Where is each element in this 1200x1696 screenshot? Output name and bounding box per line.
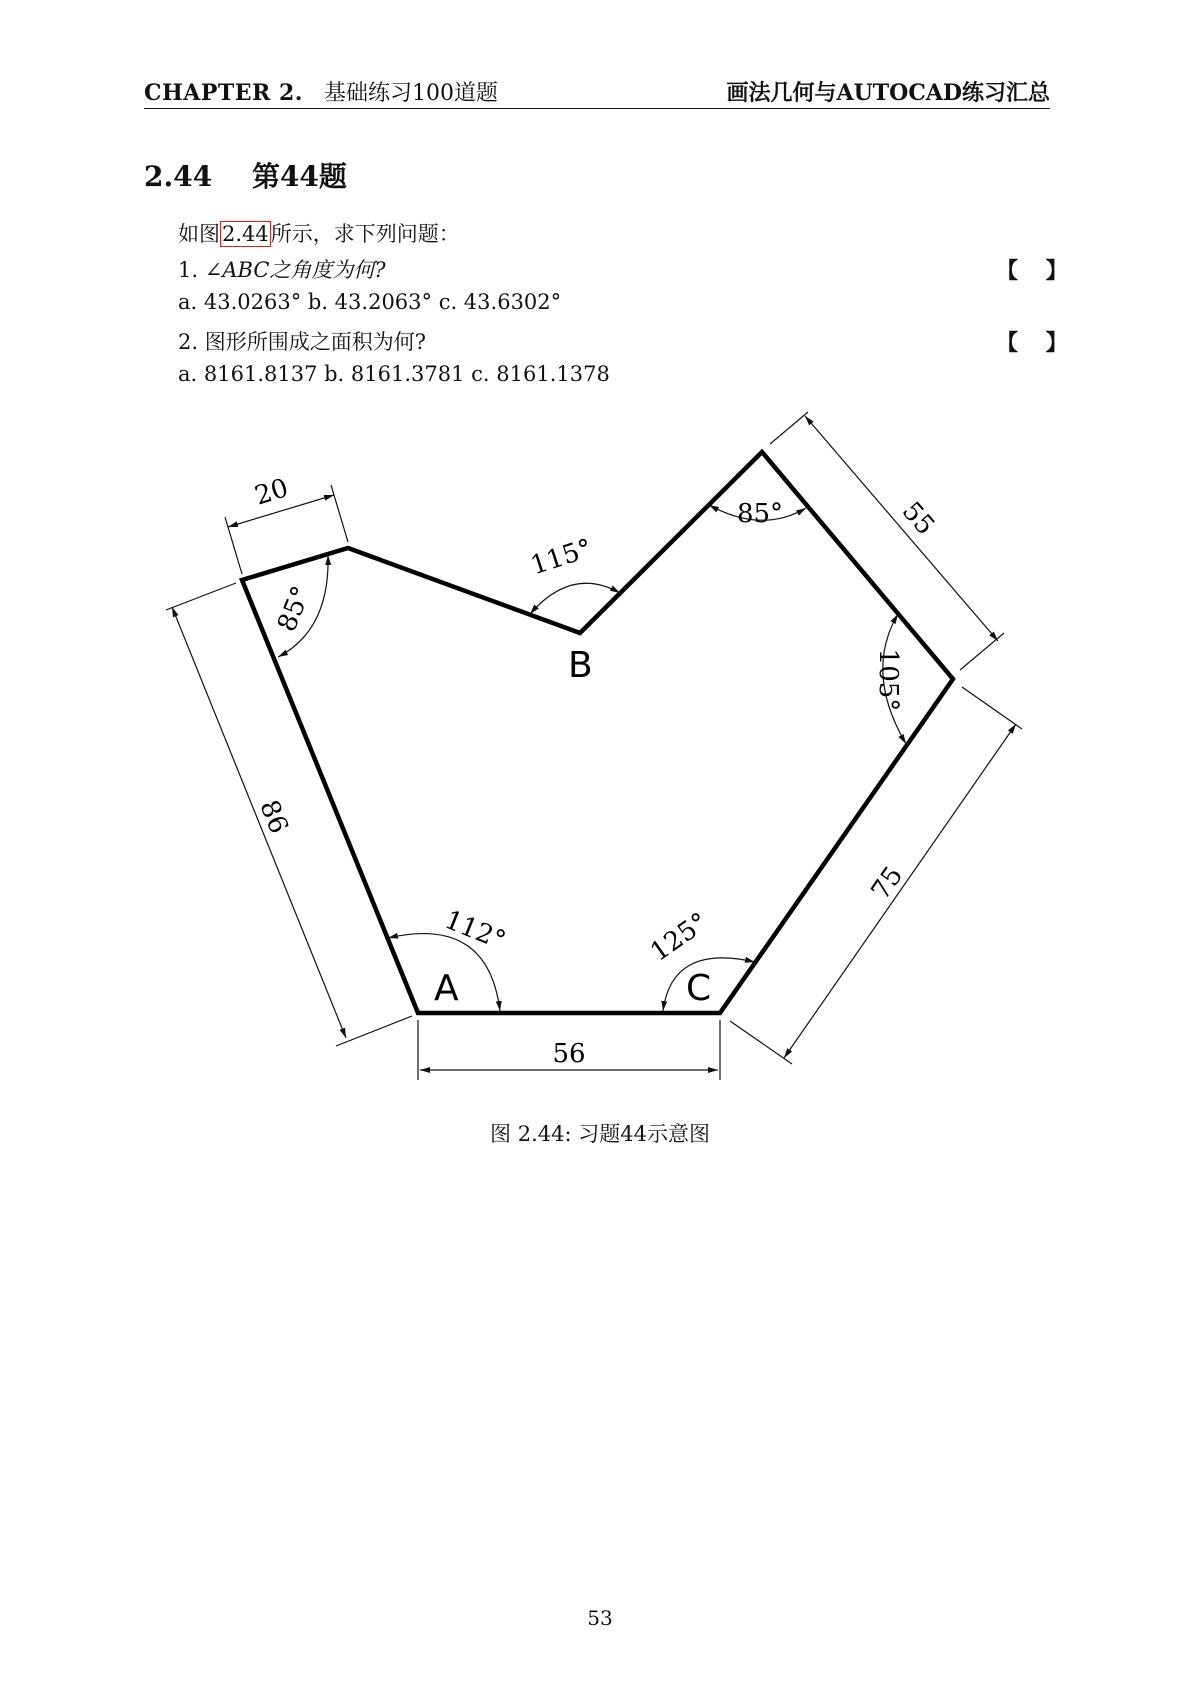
question-1-number: 1. xyxy=(178,258,199,282)
figure-reference-link[interactable]: 2.44 xyxy=(222,222,269,246)
question-1-answer-bracket: 【 】 xyxy=(996,258,1078,284)
chapter-title: 基础练习100道题 xyxy=(323,81,498,106)
polygon-outline xyxy=(242,452,953,1013)
intro-after: 所示，求下列问题： xyxy=(270,222,460,246)
polygon-diagram xyxy=(0,390,1200,1090)
page-number: 53 xyxy=(587,1606,613,1630)
question-2-number: 2. xyxy=(178,330,199,354)
angle-label-right: 105° xyxy=(873,648,903,712)
figure-2-44 xyxy=(0,390,1200,1090)
dimension-20-label: 20 xyxy=(251,473,292,512)
question-2-answer-bracket: 【 】 xyxy=(996,330,1078,356)
page-header xyxy=(144,74,1050,109)
book-title: 画法几何与AUTOCAD练习汇总 xyxy=(726,80,1050,106)
figure-caption: 图 2.44: 习题44示意图 xyxy=(490,1122,710,1146)
angle-label-top-left: 85° xyxy=(272,582,318,636)
question-1 xyxy=(178,254,386,284)
question-2-text: 图形所围成之面积为何? xyxy=(204,330,426,354)
angle-label-c: 125° xyxy=(645,907,714,968)
question-1-options: a. 43.0263° b. 43.2063° c. 43.6302° xyxy=(178,290,562,314)
intro-before: 如图 xyxy=(178,222,220,246)
dimension-75-label: 75 xyxy=(865,861,910,906)
chapter-label: CHAPTER 2. xyxy=(144,80,303,106)
angle-label-b: 115° xyxy=(527,533,596,582)
dimension-56-label: 56 xyxy=(552,1039,586,1069)
section-heading xyxy=(144,155,347,195)
vertex-label-a: A xyxy=(434,968,459,1009)
vertex-label-b: B xyxy=(568,645,593,686)
intro-line xyxy=(178,218,460,248)
section-title: 第44题 xyxy=(251,160,347,193)
angle-label-top: 85° xyxy=(736,499,784,529)
section-number: 2.44 xyxy=(144,160,213,193)
question-2-options: a. 8161.8137 b. 8161.3781 c. 8161.1378 xyxy=(178,362,610,386)
question-2 xyxy=(178,326,426,356)
question-1-text: ∠ABC之角度为何? xyxy=(204,258,386,282)
dimension-86-label: 86 xyxy=(253,796,294,838)
angle-label-a: 112° xyxy=(440,904,510,957)
dimension-55 xyxy=(770,412,1004,670)
vertex-label-c: C xyxy=(686,968,712,1009)
header-chapter xyxy=(144,76,498,107)
dimension-55-label: 55 xyxy=(895,496,941,542)
